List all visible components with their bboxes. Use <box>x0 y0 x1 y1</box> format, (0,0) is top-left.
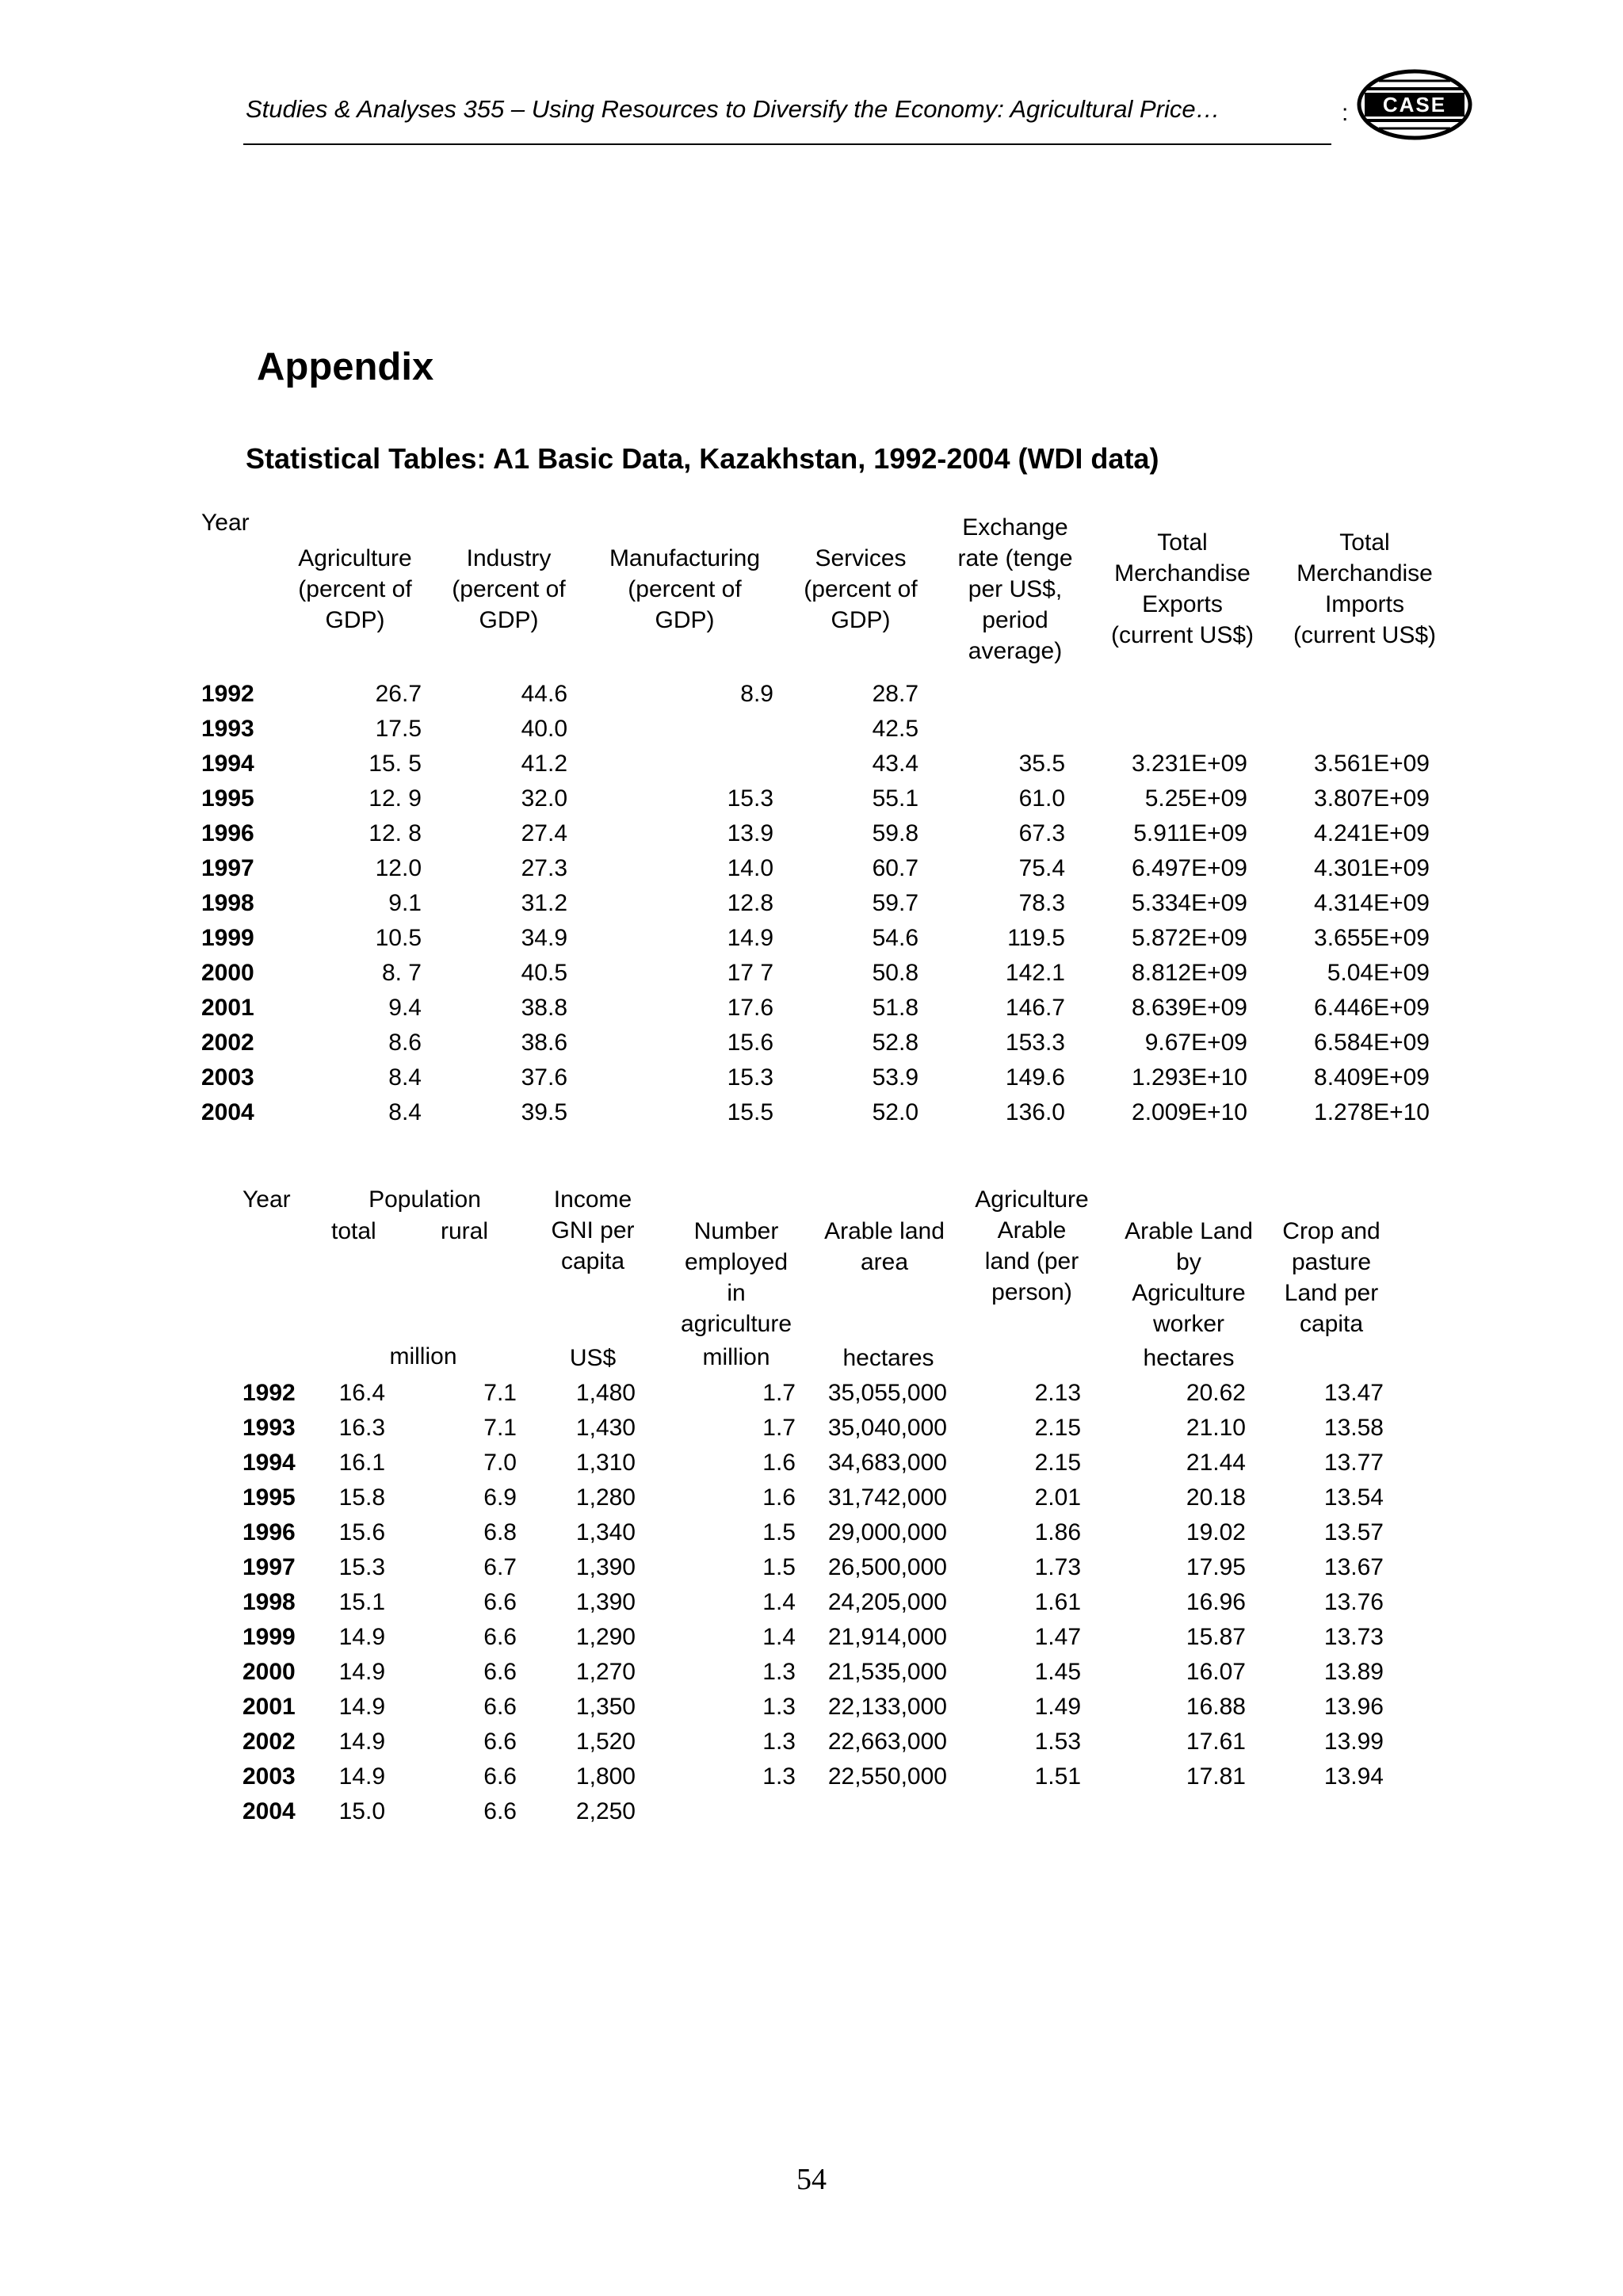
cell-ag: 9.4 <box>388 995 422 1021</box>
cell-imp: 4.314E+09 <box>1314 890 1430 916</box>
cell-total: 15.6 <box>338 1519 385 1545</box>
appendix-heading: Appendix <box>257 346 434 388</box>
cell-serv: 54.6 <box>872 925 918 951</box>
cell-gni: 1,350 <box>575 1694 636 1720</box>
table-row <box>201 712 1438 747</box>
cell-total: 16.4 <box>338 1380 385 1406</box>
row-year: 2003 <box>242 1763 296 1790</box>
cell-ag: 9.1 <box>388 890 422 916</box>
cell-serv: 51.8 <box>872 995 918 1021</box>
row-year: 1997 <box>201 855 254 881</box>
cell-exp: 8.639E+09 <box>1132 995 1247 1021</box>
cell-exch: 119.5 <box>1007 925 1065 951</box>
table-row <box>242 1759 1431 1794</box>
cell-per_worker: 16.88 <box>1186 1694 1246 1720</box>
cell-gni: 1,340 <box>575 1519 636 1545</box>
cell-serv: 28.7 <box>872 681 918 707</box>
cell-serv: 53.9 <box>872 1064 918 1091</box>
cell-emp: 1.3 <box>762 1694 796 1720</box>
cell-ag: 8.6 <box>388 1030 422 1056</box>
cell-total: 16.1 <box>338 1450 385 1476</box>
cell-gni: 1,290 <box>575 1624 636 1650</box>
cell-total: 15.0 <box>338 1798 385 1824</box>
cell-ag: 12.0 <box>375 855 422 881</box>
cell-total: 14.9 <box>338 1694 385 1720</box>
table-row <box>242 1655 1431 1690</box>
table-row <box>242 1446 1431 1480</box>
cell-exch: 149.6 <box>1005 1064 1065 1091</box>
table-row <box>201 1060 1438 1095</box>
cell-gni: 1,280 <box>575 1484 636 1511</box>
cell-imp: 4.301E+09 <box>1314 855 1430 881</box>
cell-ag: 12. 8 <box>369 820 422 846</box>
cell-exch: 136.0 <box>1005 1099 1065 1125</box>
page-number: 54 <box>796 2163 827 2196</box>
table-row <box>201 921 1438 956</box>
case-logo-icon <box>1355 67 1474 143</box>
basic-data-table-2 <box>242 1184 1431 1858</box>
row-year: 1994 <box>201 751 254 777</box>
cell-man: 15.3 <box>727 785 773 812</box>
col-header-services: Services (percent of GDP) <box>804 545 918 633</box>
cell-man: 13.9 <box>727 820 773 846</box>
cell-man: 12.8 <box>727 890 773 916</box>
cell-imp: 5.04E+09 <box>1327 960 1430 986</box>
cell-exp: 1.293E+10 <box>1132 1064 1247 1091</box>
cell-rural: 6.6 <box>483 1589 517 1615</box>
col-header-population: Population <box>369 1186 481 1213</box>
basic-data-table-1 <box>201 507 1438 1141</box>
cell-per_person: 2.15 <box>1034 1415 1081 1441</box>
cell-rural: 6.6 <box>483 1659 517 1685</box>
row-year: 1994 <box>242 1450 296 1476</box>
cell-crop: 13.89 <box>1323 1659 1384 1685</box>
cell-gni: 1,520 <box>575 1729 636 1755</box>
cell-serv: 52.0 <box>872 1099 918 1125</box>
cell-ind: 31.2 <box>521 890 567 916</box>
running-header-mark: : <box>1342 100 1349 126</box>
cell-ag: 8. 7 <box>381 960 422 986</box>
col-header-arable-land: Arable land area <box>824 1218 945 1275</box>
row-year: 1992 <box>201 681 254 707</box>
cell-ind: 38.6 <box>521 1030 567 1056</box>
cell-gni: 1,800 <box>575 1763 636 1790</box>
cell-arable: 22,133,000 <box>827 1694 947 1720</box>
cell-exp: 5.25E+09 <box>1144 785 1247 812</box>
cell-serv: 50.8 <box>872 960 918 986</box>
cell-emp: 1.5 <box>762 1519 796 1545</box>
income-unit: US$ <box>569 1345 617 1371</box>
cell-per_worker: 20.62 <box>1186 1380 1246 1406</box>
cell-ag: 8.4 <box>388 1099 422 1125</box>
cell-crop: 13.54 <box>1323 1484 1384 1511</box>
cell-total: 14.9 <box>338 1763 385 1790</box>
row-year: 2001 <box>201 995 254 1021</box>
col-header-exchange-rate: Exchange rate (tenge per US$, period average) <box>957 514 1073 664</box>
cell-exch: 78.3 <box>1018 890 1065 916</box>
cell-gni: 1,480 <box>575 1380 636 1406</box>
cell-rural: 7.1 <box>483 1415 517 1441</box>
cell-per_worker: 17.81 <box>1186 1763 1246 1790</box>
row-year: 1999 <box>242 1624 296 1650</box>
cell-rural: 7.1 <box>483 1380 517 1406</box>
row-year: 1998 <box>201 890 254 916</box>
cell-arable: 26,500,000 <box>827 1554 947 1580</box>
table-row <box>242 1725 1431 1759</box>
cell-gni: 2,250 <box>575 1798 636 1824</box>
cell-serv: 42.5 <box>872 716 918 742</box>
cell-exp: 2.009E+10 <box>1132 1099 1247 1125</box>
cell-rural: 6.6 <box>483 1694 517 1720</box>
cell-per_person: 1.61 <box>1034 1589 1081 1615</box>
cell-total: 16.3 <box>338 1415 385 1441</box>
row-year: 2004 <box>242 1798 296 1824</box>
cell-per_person: 1.53 <box>1034 1729 1081 1755</box>
row-year: 2002 <box>242 1729 296 1755</box>
cell-man: 14.0 <box>727 855 773 881</box>
cell-serv: 52.8 <box>872 1030 918 1056</box>
table-row <box>242 1550 1431 1585</box>
cell-exp: 5.872E+09 <box>1132 925 1247 951</box>
cell-rural: 6.6 <box>483 1729 517 1755</box>
cell-emp: 1.6 <box>762 1484 796 1511</box>
row-year: 2003 <box>201 1064 254 1091</box>
cell-crop: 13.58 <box>1323 1415 1384 1441</box>
cell-serv: 59.7 <box>872 890 918 916</box>
cell-exp: 8.812E+09 <box>1132 960 1247 986</box>
cell-crop: 13.47 <box>1323 1380 1384 1406</box>
cell-imp: 3.807E+09 <box>1314 785 1430 812</box>
cell-ind: 40.5 <box>521 960 567 986</box>
table-row <box>242 1690 1431 1725</box>
row-year: 1995 <box>242 1484 296 1511</box>
cell-emp: 1.7 <box>762 1380 796 1406</box>
table-row <box>201 956 1438 991</box>
cell-rural: 6.7 <box>483 1554 517 1580</box>
cell-per_worker: 19.02 <box>1186 1519 1246 1545</box>
table-row <box>201 1095 1438 1130</box>
cell-per_worker: 15.87 <box>1186 1624 1246 1650</box>
cell-serv: 60.7 <box>872 855 918 881</box>
row-year: 2001 <box>242 1694 296 1720</box>
cell-imp: 3.655E+09 <box>1314 925 1430 951</box>
cell-total: 15.3 <box>338 1554 385 1580</box>
cell-arable: 31,742,000 <box>827 1484 947 1511</box>
cell-per_person: 1.51 <box>1034 1763 1081 1790</box>
cell-total: 14.9 <box>338 1729 385 1755</box>
col-header-agriculture: Agriculture (percent of GDP) <box>298 545 412 633</box>
cell-ind: 37.6 <box>521 1064 567 1091</box>
cell-ag: 10.5 <box>375 925 422 951</box>
table-row <box>201 991 1438 1026</box>
cell-emp: 1.4 <box>762 1624 796 1650</box>
cell-crop: 13.99 <box>1323 1729 1384 1755</box>
cell-arable: 35,055,000 <box>827 1380 947 1406</box>
col-header-ag-arable-per-person: Agriculture Arable land (per person) <box>975 1186 1089 1305</box>
cell-crop: 13.77 <box>1323 1450 1384 1476</box>
cell-exch: 67.3 <box>1018 820 1065 846</box>
row-year: 2000 <box>201 960 254 986</box>
row-year: 1996 <box>201 820 254 846</box>
col-header-imports: Total Merchandise Imports (current US$) <box>1293 529 1437 648</box>
cell-ind: 27.4 <box>521 820 567 846</box>
row-year: 2004 <box>201 1099 254 1125</box>
cell-imp: 6.446E+09 <box>1314 995 1430 1021</box>
cell-arable: 22,663,000 <box>827 1729 947 1755</box>
cell-imp: 1.278E+10 <box>1314 1099 1430 1125</box>
cell-ind: 38.8 <box>521 995 567 1021</box>
running-header-title: Studies & Analyses 355 – Using Resources to Diversify the Economy: Agricultural Price… <box>246 95 1220 123</box>
cell-crop: 13.96 <box>1323 1694 1384 1720</box>
cell-man: 15.3 <box>727 1064 773 1091</box>
cell-gni: 1,430 <box>575 1415 636 1441</box>
cell-per_person: 1.47 <box>1034 1624 1081 1650</box>
header-rule <box>243 143 1331 145</box>
cell-crop: 13.76 <box>1323 1589 1384 1615</box>
cell-exch: 142.1 <box>1005 960 1065 986</box>
cell-ind: 44.6 <box>521 681 567 707</box>
cell-crop: 13.57 <box>1323 1519 1384 1545</box>
table-row <box>242 1515 1431 1550</box>
cell-ind: 39.5 <box>521 1099 567 1125</box>
cell-rural: 6.9 <box>483 1484 517 1511</box>
cell-exch: 35.5 <box>1018 751 1065 777</box>
table-row <box>201 1026 1438 1060</box>
cell-gni: 1,390 <box>575 1589 636 1615</box>
cell-emp: 1.3 <box>762 1763 796 1790</box>
cell-per_person: 2.13 <box>1034 1380 1081 1406</box>
cell-crop: 13.67 <box>1323 1554 1384 1580</box>
cell-ind: 41.2 <box>521 751 567 777</box>
table-row <box>242 1585 1431 1620</box>
cell-ag: 26.7 <box>375 681 422 707</box>
cell-per_worker: 17.61 <box>1186 1729 1246 1755</box>
row-year: 2002 <box>201 1030 254 1056</box>
population-unit: million <box>389 1343 457 1370</box>
col-header-crop-pasture: Crop and pasture Land per capita <box>1282 1218 1381 1337</box>
cell-exp: 6.497E+09 <box>1132 855 1247 881</box>
row-year: 1998 <box>242 1589 296 1615</box>
col-header-industry: Industry (percent of GDP) <box>452 545 566 633</box>
cell-total: 15.1 <box>338 1589 385 1615</box>
table-row <box>201 677 1438 712</box>
cell-man: 15.5 <box>727 1099 773 1125</box>
col-header-rural: rural <box>441 1218 489 1244</box>
row-year: 1993 <box>201 716 254 742</box>
cell-emp: 1.7 <box>762 1415 796 1441</box>
cell-rural: 6.6 <box>483 1798 517 1824</box>
cell-arable: 24,205,000 <box>827 1589 947 1615</box>
cell-ind: 27.3 <box>521 855 567 881</box>
cell-imp: 3.561E+09 <box>1314 751 1430 777</box>
cell-gni: 1,390 <box>575 1554 636 1580</box>
cell-ind: 40.0 <box>521 716 567 742</box>
cell-total: 14.9 <box>338 1624 385 1650</box>
cell-rural: 7.0 <box>483 1450 517 1476</box>
col-header-manufacturing: Manufacturing (percent of GDP) <box>609 545 761 633</box>
cell-imp: 8.409E+09 <box>1314 1064 1430 1091</box>
row-year: 1997 <box>242 1554 296 1580</box>
table-row <box>242 1480 1431 1515</box>
table-row <box>242 1376 1431 1411</box>
cell-per_person: 2.15 <box>1034 1450 1081 1476</box>
cell-ind: 32.0 <box>521 785 567 812</box>
cell-emp: 1.6 <box>762 1450 796 1476</box>
cell-total: 14.9 <box>338 1659 385 1685</box>
cell-gni: 1,270 <box>575 1659 636 1685</box>
year-header: Year <box>242 1186 291 1213</box>
table-row <box>201 747 1438 781</box>
cell-rural: 6.6 <box>483 1624 517 1650</box>
cell-ag: 17.5 <box>375 716 422 742</box>
col-header-income: Income GNI per capita <box>551 1186 635 1274</box>
row-year: 1992 <box>242 1380 296 1406</box>
table-row <box>201 886 1438 921</box>
logo-text: CASE <box>1382 93 1447 117</box>
cell-arable: 21,535,000 <box>827 1659 947 1685</box>
cell-exch: 153.3 <box>1005 1030 1065 1056</box>
cell-per_person: 1.45 <box>1034 1659 1081 1685</box>
cell-man: 14.9 <box>727 925 773 951</box>
cell-exp: 9.67E+09 <box>1144 1030 1247 1056</box>
cell-exch: 75.4 <box>1018 855 1065 881</box>
cell-man: 17.6 <box>727 995 773 1021</box>
cell-per_worker: 16.07 <box>1186 1659 1246 1685</box>
table-row <box>201 851 1438 886</box>
cell-per_person: 2.01 <box>1034 1484 1081 1511</box>
cell-man: 17 7 <box>727 960 773 986</box>
table-title: Statistical Tables: A1 Basic Data, Kazakhstan, 1992-2004 (WDI data) <box>246 442 1159 475</box>
cell-serv: 55.1 <box>872 785 918 812</box>
row-year: 1993 <box>242 1415 296 1441</box>
cell-ind: 34.9 <box>521 925 567 951</box>
table-row <box>201 816 1438 851</box>
cell-per_worker: 17.95 <box>1186 1554 1246 1580</box>
cell-gni: 1,310 <box>575 1450 636 1476</box>
cell-rural: 6.8 <box>483 1519 517 1545</box>
cell-crop: 13.94 <box>1323 1763 1384 1790</box>
col-header-employed: Number employed in agriculture <box>680 1218 792 1337</box>
row-year: 1999 <box>201 925 254 951</box>
cell-per_worker: 16.96 <box>1186 1589 1246 1615</box>
table-row <box>242 1620 1431 1655</box>
col-header-total: total <box>331 1218 376 1244</box>
cell-emp: 1.5 <box>762 1554 796 1580</box>
row-year: 1995 <box>201 785 254 812</box>
cell-imp: 6.584E+09 <box>1314 1030 1430 1056</box>
cell-serv: 59.8 <box>872 820 918 846</box>
col-header-land-per-worker: Arable Land by Agriculture worker <box>1125 1218 1253 1337</box>
arable-unit: hectares <box>842 1345 934 1371</box>
cell-imp: 4.241E+09 <box>1314 820 1430 846</box>
cell-arable: 21,914,000 <box>827 1624 947 1650</box>
table-row <box>201 781 1438 816</box>
cell-emp: 1.3 <box>762 1659 796 1685</box>
cell-total: 15.8 <box>338 1484 385 1511</box>
col-header-exports: Total Merchandise Exports (current US$) <box>1110 529 1254 648</box>
row-year: 1996 <box>242 1519 296 1545</box>
cell-rural: 6.6 <box>483 1763 517 1790</box>
cell-per_worker: 21.10 <box>1186 1415 1246 1441</box>
cell-ag: 8.4 <box>388 1064 422 1091</box>
cell-man: 8.9 <box>740 681 773 707</box>
table-row <box>242 1411 1431 1446</box>
cell-per_person: 1.86 <box>1034 1519 1081 1545</box>
cell-arable: 35,040,000 <box>827 1415 947 1441</box>
cell-exp: 3.231E+09 <box>1132 751 1247 777</box>
cell-emp: 1.3 <box>762 1729 796 1755</box>
cell-ag: 12. 9 <box>369 785 422 812</box>
cell-per_person: 1.49 <box>1034 1694 1081 1720</box>
cell-per_worker: 21.44 <box>1186 1450 1246 1476</box>
cell-arable: 34,683,000 <box>827 1450 947 1476</box>
cell-exp: 5.334E+09 <box>1132 890 1247 916</box>
year-header: Year <box>201 510 250 536</box>
cell-exp: 5.911E+09 <box>1133 820 1247 846</box>
table-row <box>242 1794 1431 1829</box>
cell-crop: 13.73 <box>1323 1624 1384 1650</box>
cell-exch: 146.7 <box>1005 995 1065 1021</box>
cell-ag: 15. 5 <box>369 751 422 777</box>
cell-man: 15.6 <box>727 1030 773 1056</box>
cell-exch: 61.0 <box>1018 785 1065 812</box>
employed-unit: million <box>702 1344 770 1370</box>
cell-arable: 22,550,000 <box>827 1763 947 1790</box>
cell-serv: 43.4 <box>872 751 918 777</box>
cell-emp: 1.4 <box>762 1589 796 1615</box>
cell-per_worker: 20.18 <box>1186 1484 1246 1511</box>
cell-per_person: 1.73 <box>1034 1554 1081 1580</box>
cell-arable: 29,000,000 <box>827 1519 947 1545</box>
row-year: 2000 <box>242 1659 296 1685</box>
land-worker-unit: hectares <box>1143 1345 1235 1371</box>
